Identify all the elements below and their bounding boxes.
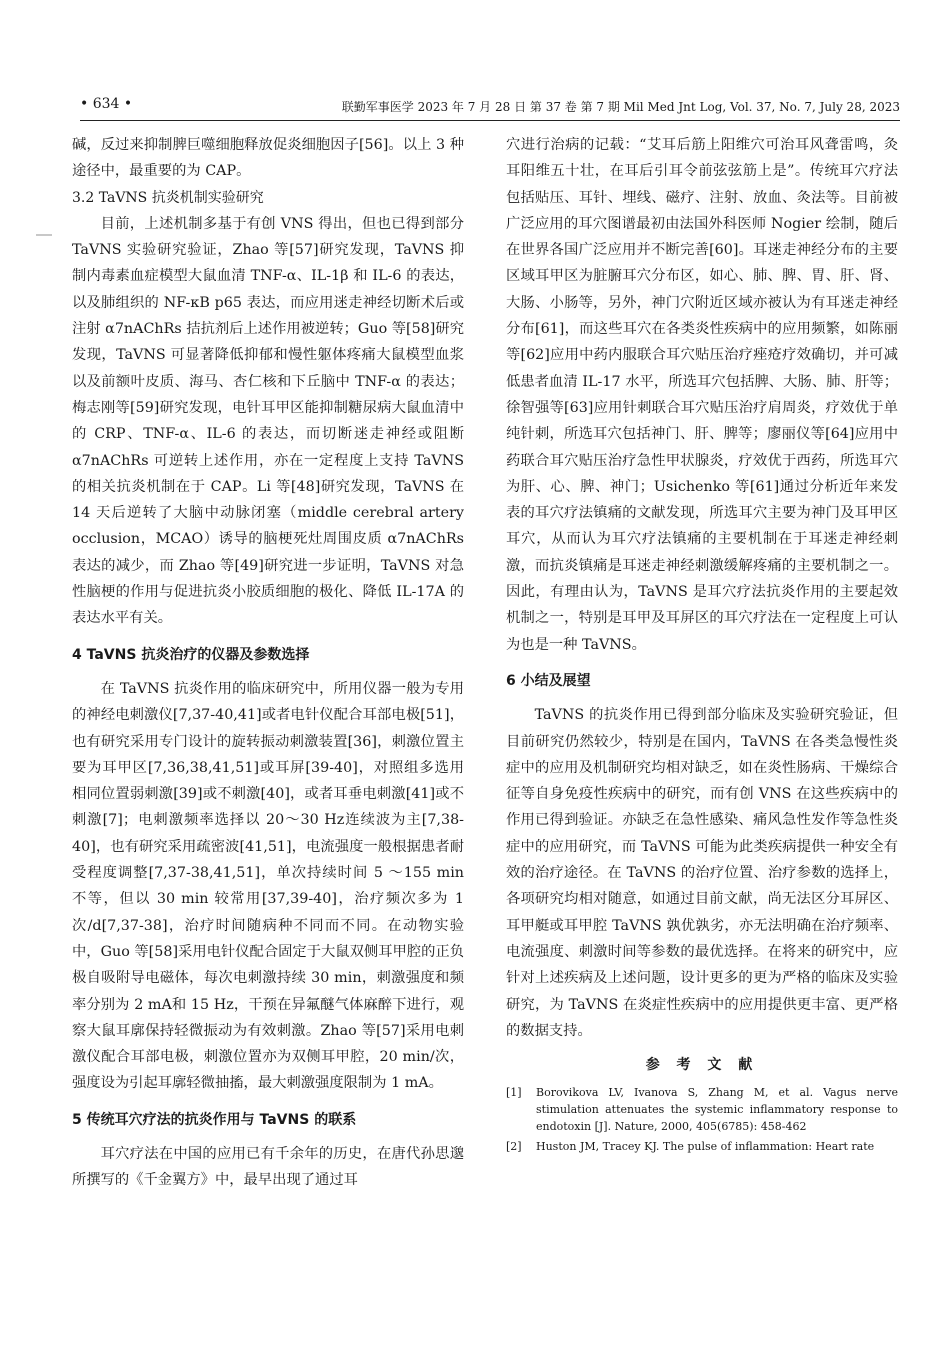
- reference-number: [1]: [506, 1086, 522, 1100]
- reference-text: Huston JM, Tracey KJ. The pulse of inflammation: Heart rate: [536, 1140, 875, 1154]
- reference-item: [506, 1138, 898, 1155]
- paragraph-instruments-parameters: 在 TaVNS 抗炎作用的临床研究中，所用仪器一般为专用的神经电刺激仪[7,37-40,41]或者电针仪配合耳部电极[51]，也有研究采用专门设计的旋转振动刺激装置[36]，刺激位置主要为耳甲区[7,36,38,41,51]或耳屏[39-40]，对照组多选用相同位置弱刺激[39]或不刺激[40]，或者耳垂电刺激[41]或不刺激[7]；电刺激频率选择以 20～30 Hz连续波为主[7,38-40]，也有研究采用疏密波[41,51]，电流强度一般根据患者耐受程度调整[7,37-38,41,51]，单次持续时间 5 ～155 min 不等，但以 30 min 较常用[37,39-40]，治疗频次多为 1 次/d[7,37-38]，治疗时间随病种不同而不同。在动物实验中，Guo 等[58]采用电针仪配合固定于大鼠双侧耳甲腔的正负极自吸附导电磁体，每次电刺激持续 30 min，刺激强度和频率分别为 2 mA和 15 Hz，干预在异氟醚气体麻醉下进行，观察大鼠耳廓保持轻微振动为有效刺激。Zhao 等[57]采用电刺激仪配合耳部电极，刺激位置亦为双侧耳甲腔，20 min/次，强度设为引起耳廓轻微抽搐，最大刺激强度限制为 1 mA。: [72, 680, 464, 1092]
- paragraph-cap-summary: 碱，反过来抑制脾巨噬细胞释放促炎细胞因子[56]。以上 3 种途径中，最重要的为 CAP。: [72, 137, 464, 180]
- page-number: • 634 •: [80, 96, 133, 112]
- margin-mark: [36, 234, 52, 236]
- right-column: [506, 132, 898, 1312]
- running-header: [80, 96, 900, 121]
- journal-citation: 联勤军事医学 2023 年 7 月 28 日 第 37 卷 第 7 期 Mil Med Jnt Log, Vol. 37, No. 7, July 28, 2023: [341, 100, 900, 114]
- left-column: [72, 132, 464, 1312]
- reference-number: [2]: [506, 1140, 522, 1154]
- subsection-heading-3-2: 3.2 TaVNS 抗炎机制实验研究: [72, 189, 264, 206]
- reference-item: [506, 1084, 898, 1135]
- paragraph-ear-acupuncture-start: 耳穴疗法在中国的应用已有千余年的历史，在唐代孙思邈所撰写的《千金翼方》中，最早出现了通过耳: [72, 1145, 464, 1189]
- section-heading-5: 5 传统耳穴疗法的抗炎作用与 TaVNS 的联系: [72, 1111, 357, 1128]
- references-title: 参 考 文 献: [645, 1057, 759, 1074]
- paragraph-experimental-studies: 目前，上述机制多基于有创 VNS 得出，但也已得到部分 TaVNS 实验研究验证，Zhao 等[57]研究发现，TaVNS 抑制内毒素血症模型大鼠血清 TNF-α、IL-1β 和 IL-6 的表达，以及肺组织的 NF-κB p65 表达，而应用迷走神经切断术后或注射 α7nAChRs 拮抗剂后上述作用被逆转；Guo 等[58]研究发现，TaVNS 可显著降低抑郁和慢性躯体疼痛大鼠模型血浆以及前额叶皮质、海马、杏仁核和下丘脑中 TNF-α 的表达；梅志刚等[59]研究发现，电针耳甲区能抑制糖尿病大鼠血清中的 CRP、TNF-α、IL-6 的表达，而切断迷走神经或阻断 α7nAChRs 可逆转上述作用，亦在一定程度上支持 TaVNS 的相关抗炎机制在于 CAP。Li 等[48]研究发现，TaVNS 在 14 天后逆转了大脑中动脉闭塞（middle cerebral artery occlusion，MCAO）诱导的脑梗死灶周围皮质 α7nAChRs 表达的减少，而 Zhao 等[49]研究进一步证明，TaVNS 对急性脑梗的作用与促进抗炎小胶质细胞的极化、降低 IL-17A 的表达水平有关。: [72, 215, 464, 627]
- reference-text: Borovikova LV, Ivanova S, Zhang M, et al. Vagus nerve stimulation attenuates the systemic inflammatory response to endotoxin [J]. Nature, 2000, 405(6785): 458-462: [536, 1086, 898, 1134]
- section-heading-6: 6 小结及展望: [506, 672, 591, 689]
- section-heading-4: 4 TaVNS 抗炎治疗的仪器及参数选择: [72, 646, 310, 663]
- paragraph-conclusion: TaVNS 的抗炎作用已得到部分临床及实验研究验证，但目前研究仍然较少，特别是在国内，TaVNS 在各类急慢性炎症中的应用及机制研究均相对缺乏，如在炎性肠病、干燥综合征等自身免疫性疾病中的研究，而有创 VNS 在这些疾病中的作用已得到验证。亦缺乏在急性感染、痛风急性发作等急性炎症中的应用研究，而 TaVNS 可能为此类疾病提供一种安全有效的治疗途径。在 TaVNS 的治疗位置、治疗参数的选择上，各项研究均相对随意，如通过目前文献，尚无法区分耳屏区、耳甲艇或耳甲腔 TaVNS 孰优孰劣，亦无法明确在治疗频率、电流强度、刺激时间等参数的最优选择。在将来的研究中，应针对上述疾病及上述问题，设计更多的更为严格的临床及实验研究，为 TaVNS 在炎症性疾病中的应用提供更丰富、更严格的数据支持。: [506, 707, 898, 1039]
- reference-list: [506, 1084, 898, 1155]
- paragraph-ear-acupuncture-cont: 穴进行治病的记载：“艾耳后筋上阳维穴可治耳风聋雷鸣，灸耳阳维五十壮，在耳后引耳令前弦弦筋上是”。传统耳穴疗法包括贴压、耳针、埋线、磁疗、注射、放血、灸法等。目前被广泛应用的耳穴图谱最初由法国外科医师 Nogier 绘制，随后在世界各国广泛应用并不断完善[60]。耳迷走神经分布的主要区域耳甲区为脏腑耳穴分布区，如心、肺、脾、胃、肝、肾、大肠、小肠等，另外，神门穴附近区域亦被认为有耳迷走神经分布[61]，而这些耳穴在各类炎性疾病中的应用频繁，如陈丽等[62]应用中药内服联合耳穴贴压治疗痤疮疗效确切，并可减低患者血清 IL-17 水平，所选耳穴包括脾、大肠、肺、肝等；徐智强等[63]应用针刺联合耳穴贴压治疗肩周炎，疗效优于单纯针刺，所选耳穴包括神门、肝、脾等；廖丽仪等[64]应用中药联合耳穴贴压治疗急性甲状腺炎，疗效优于西药，所选耳穴为肝、心、脾、神门；Usichenko 等[61]通过分析近年来发表的耳穴疗法镇痛的文献发现，所选耳穴主要为神门及耳甲区耳穴，从而认为耳穴疗法镇痛的主要机制在于耳迷走神经刺激，而抗炎镇痛是耳迷走神经刺激缓解疼痛的主要机制之一。因此，有理由认为，TaVNS 是耳穴疗法抗炎作用的主要起效机制之一，特别是耳甲及耳屏区的耳穴疗法在一定程度上可认为也是一种 TaVNS。: [506, 137, 898, 653]
